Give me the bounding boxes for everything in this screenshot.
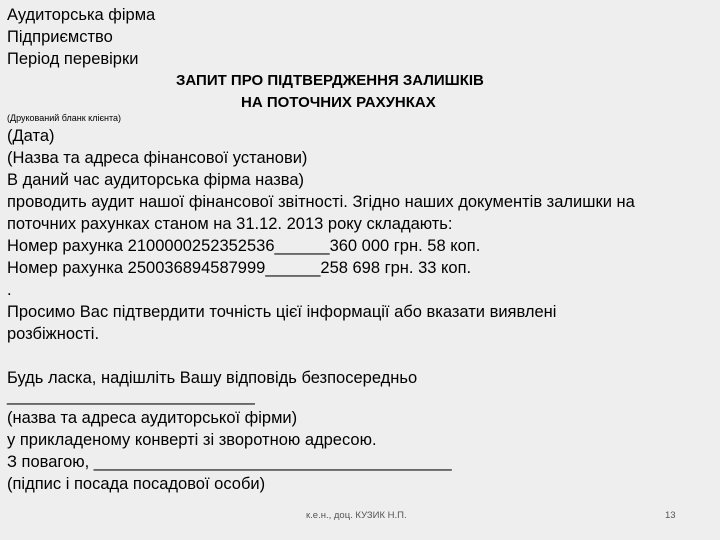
account-line-2: Номер рахунка 250036894587999______258 698 грн. 33 коп.	[7, 259, 472, 277]
enterprise-label: Підприємство	[7, 28, 113, 46]
bank-name-placeholder: (Назва та адреса фінансової установи)	[7, 149, 308, 167]
page-number: 13	[665, 510, 676, 521]
auditor-firm-label: Аудиторська фірма	[7, 6, 156, 24]
body-text-line: Просимо Вас підтвердити точність цієї інформації або вказати виявлені	[7, 303, 557, 321]
body-text-line: В даний час аудиторська фірма назва)	[7, 171, 305, 189]
date-placeholder: (Дата)	[7, 127, 55, 145]
body-text-line: проводить аудит нашої фінансової звітності. Згідно наших документів залишки на	[7, 193, 635, 211]
document-title-line1: ЗАПИТ ПРО ПІДТВЕРДЖЕННЯ ЗАЛИШКІВ	[176, 72, 484, 89]
footer-author: к.е.н., доц. КУЗИК Н.П.	[306, 510, 407, 521]
client-form-note: (Друкований бланк клієнта)	[7, 113, 122, 123]
auditor-address-blank: ___________________________	[7, 387, 255, 405]
body-text-line: у прикладеному конверті зі зворотною адресою.	[7, 431, 377, 449]
signature-line: З повагою, _______________________________________	[7, 453, 452, 471]
signature-caption: (підпис і посада посадової особи)	[7, 475, 266, 493]
audit-period-label: Період перевірки	[7, 50, 139, 68]
document-title-line2: НА ПОТОЧНИХ РАХУНКАХ	[241, 94, 436, 111]
body-text-line: поточних рахунках станом на 31.12. 2013 року складають:	[7, 215, 453, 233]
body-text-line: розбіжності.	[7, 325, 100, 343]
body-text-line: .	[7, 281, 12, 299]
account-line-1: Номер рахунка 2100000252352536______360 000 грн. 58 коп.	[7, 237, 481, 255]
auditor-address-caption: (назва та адреса аудиторської фірми)	[7, 409, 298, 427]
body-text-line: Будь ласка, надішліть Вашу відповідь безпосередньо	[7, 369, 418, 387]
